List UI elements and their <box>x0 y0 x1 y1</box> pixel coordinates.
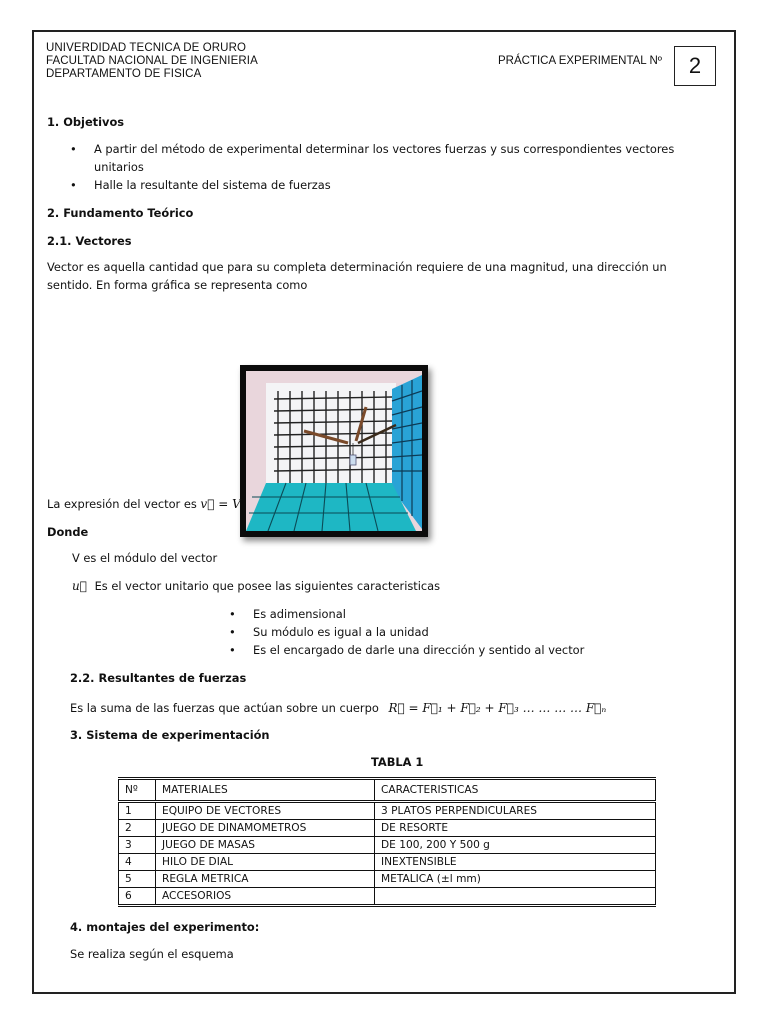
table-row <box>119 854 656 871</box>
table-cell: JUEGO DE DINAMOMETROS <box>156 820 375 837</box>
header-line-3: DEPARTAMENTO DE FISICA <box>46 68 202 80</box>
objective-bullet-1-cont: unitarios <box>94 160 144 174</box>
table-cell <box>375 888 656 906</box>
section-2-title: 2. Fundamento Teórico <box>47 206 194 220</box>
table-cell: DE 100, 200 Y 500 g <box>375 837 656 854</box>
table-row <box>119 837 656 854</box>
table-cell: 1 <box>119 802 156 820</box>
practice-number-box <box>674 46 716 86</box>
table-cell: REGLA METRICA <box>156 871 375 888</box>
section-2-1-title: 2.1. Vectores <box>47 234 132 248</box>
unit-vector-description: u⃗ Es el vector unitario que posee las siguientes caracteristicas <box>72 579 441 593</box>
section-3-title: 3. Sistema de experimentación <box>70 728 270 742</box>
table-header-row <box>119 779 656 802</box>
table-cell: EQUIPO DE VECTORES <box>156 802 375 820</box>
unit-vector-symbol: u⃗ <box>72 579 87 593</box>
materials-table <box>118 777 656 907</box>
table-cell: 4 <box>119 854 156 871</box>
table-cell: 6 <box>119 888 156 906</box>
table-row <box>119 871 656 888</box>
table-cell: 2 <box>119 820 156 837</box>
header-line-1: UNIVERDIDAD TECNICA DE ORURO <box>46 42 247 54</box>
section-4-title: 4. montajes del experimento: <box>70 920 260 934</box>
table-cell: 3 <box>119 837 156 854</box>
vector-expression: La expresión del vector es v⃗ = V <box>47 497 241 511</box>
practice-number: 2 <box>688 53 702 78</box>
table-cell: INEXTENSIBLE <box>375 854 656 871</box>
resultant-sum: Es la suma de las fuerzas que actúan sobre un cuerpo R⃗ = F⃗₁ + F⃗₂ + F⃗₃ … … … … F⃗ₙ <box>70 701 607 715</box>
section-4-text: Se realiza según el esquema <box>70 947 234 961</box>
table-cell: ACCESORIOS <box>156 888 375 906</box>
table-row <box>119 802 656 820</box>
table-cell: METALICA (±l mm) <box>375 871 656 888</box>
practice-label: PRÁCTICA EXPERIMENTAL Nº <box>498 55 662 67</box>
table-row <box>119 888 656 906</box>
section-2-2-title: 2.2. Resultantes de fuerzas <box>70 671 247 685</box>
institution-header <box>46 42 258 81</box>
column-header: MATERIALES <box>156 779 375 802</box>
donde-label: Donde <box>47 525 89 539</box>
vector-definition-line-2: sentido. En forma gráfica se representa como <box>47 278 308 292</box>
table-cell: 5 <box>119 871 156 888</box>
table-cell: 3 PLATOS PERPENDICULARES <box>375 802 656 820</box>
header-line-2: FACULTAD NACIONAL DE INGENIERIA <box>46 55 258 67</box>
apparatus-illustration <box>246 371 422 531</box>
resultant-formula: R⃗ = F⃗₁ + F⃗₂ + F⃗₃ … … … … F⃗ₙ <box>388 701 607 715</box>
modulus-description: V es el módulo del vector <box>72 551 218 565</box>
table-cell: JUEGO DE MASAS <box>156 837 375 854</box>
table-row <box>119 820 656 837</box>
vector-apparatus-photo <box>240 365 428 537</box>
section-1-title: 1. Objetivos <box>47 115 125 129</box>
table-title: TABLA 1 <box>371 755 424 769</box>
column-header: CARACTERISTICAS <box>375 779 656 802</box>
column-header: Nº <box>119 779 156 802</box>
vector-definition-line-1: Vector es aquella cantidad que para su completa determinación requiere de una magnitud, una dirección un <box>47 260 667 274</box>
table-cell: DE RESORTE <box>375 820 656 837</box>
vector-expression-math: v⃗ = V <box>200 497 241 511</box>
table-cell: HILO DE DIAL <box>156 854 375 871</box>
